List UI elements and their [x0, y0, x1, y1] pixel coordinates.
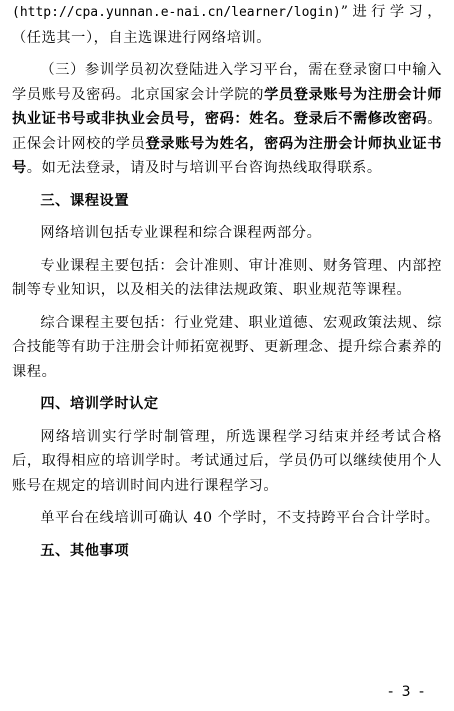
section-heading-course-settings: 三、课程设置: [40, 192, 130, 209]
paragraph-url-continuation: [12, 0, 442, 50]
paragraph-professional-courses: 专业课程主要包括：会计准则、审计准则、财务管理、内部控制等专业知识，以及相关的法律法规政策、职业规范等课程。: [12, 257, 442, 298]
section-heading-training-hours: 四、培训学时认定: [40, 396, 159, 412]
document-page: [12, 0, 442, 571]
login-url: (http://cpa.yunnan.e-nai.cn/learner/login): [12, 5, 341, 20]
paragraph-login-instructions: [12, 58, 442, 181]
login-text-1: （三）参训学员初次登陆进入学习平台，需在登录窗口中输入学员账号及密码。北京国家会计学院的: [12, 62, 442, 103]
paragraph-comprehensive-courses: 综合课程主要包括：行业党建、职业道德、宏观政策法规、综合技能等有助于注册会计师拓宽视野、更新理念、提升综合素养的课程。: [12, 314, 442, 380]
paragraph-course-parts: 网络培训包括专业课程和综合课程两部分。: [40, 225, 322, 241]
paragraph-hours-management: 网络培训实行学时制管理，所选课程学习结束并经考试合格后，取得相应的培训学时。考试通过后，学员仍可以继续使用个人账号在规定的培训时间内进行课程学习。: [12, 428, 442, 494]
login-text-3: 。如无法登录，请及时与培训平台咨询热线取得联系。: [26, 160, 382, 176]
section-heading-other-matters: 五、其他事项: [40, 542, 130, 559]
paragraph-single-platform: 单平台在线培训可确认 40 个学时，不支持跨平台合计学时。: [40, 510, 440, 526]
login-bold-2: 登录账号为姓名，密码为注册会计师执业证书号: [12, 135, 442, 176]
login-text-2: 。正保会计网校的学员: [12, 111, 442, 152]
page-number: - 3 -: [388, 684, 426, 700]
login-bold-1: 学员登录账号为注册会计师执业证书号或非执业会员号，密码：姓名。登录后不需修改密码: [12, 86, 442, 127]
paragraph-url-text: ”进行学习，（任选其一），自主选课进行网络培训。: [12, 4, 442, 46]
